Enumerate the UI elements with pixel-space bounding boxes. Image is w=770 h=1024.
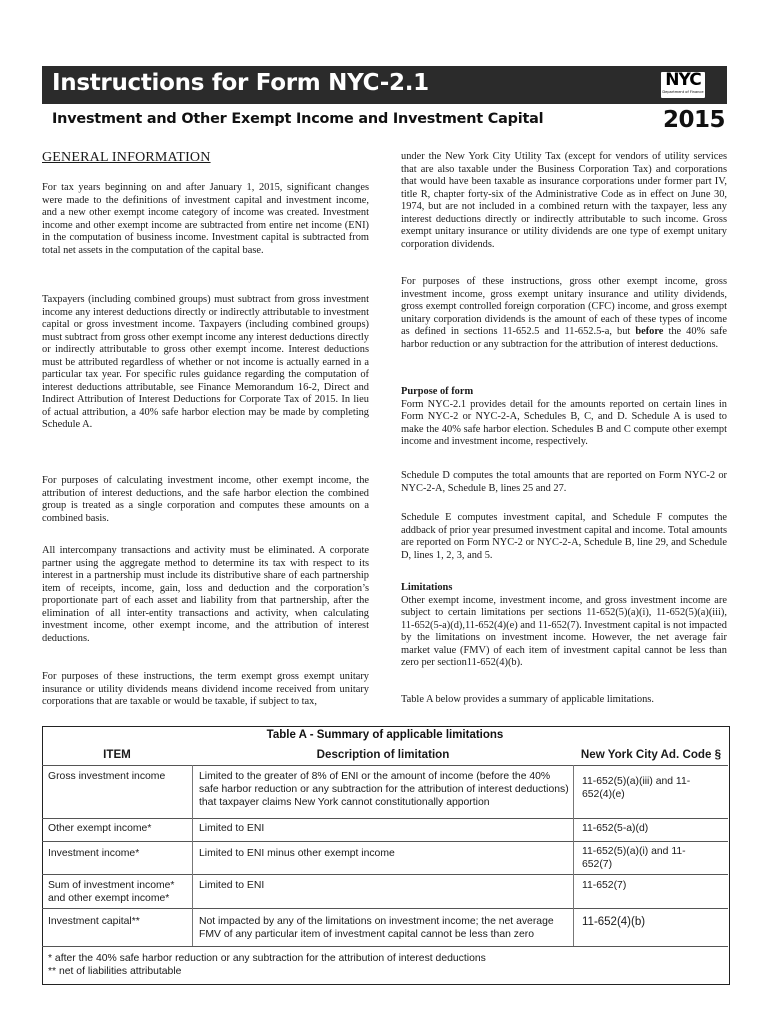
table-footnote: ** net of liabilities attributable — [48, 966, 182, 977]
paragraph: Other exempt income, investment income, and gross investment income are subject to certain limitations per sections 11-652(5)(a)(i), 11-652(5)(a)(iii), 11-652(5-a)(d),11-652(4)(e) and 11-652(7). Investment capital is not impacted by the limitations on investment income. However, the net average fair market value (FMV) of each item of investment capital cannot be less than zero per section11-652(4)(b). — [401, 594, 727, 668]
paragraph — [401, 276, 727, 351]
right-column — [401, 694, 727, 707]
table-rule — [42, 818, 728, 819]
table-cell-code: 11-652(4)(b) — [582, 916, 646, 928]
subheading-limitations: Limitations — [401, 582, 453, 593]
table-footnote: * after the 40% safe harbor reduction or any subtraction for the attribution of interest deductions — [48, 953, 486, 964]
right-column — [401, 582, 727, 670]
nyc-finance-logo — [661, 72, 705, 98]
logo-text: NYC — [665, 70, 701, 90]
subheading-purpose-of-form: Purpose of form — [401, 386, 474, 397]
tax-year: 2015 — [663, 107, 726, 133]
table-cell-code: 11-652(5-a)(d) — [582, 823, 649, 834]
right-column — [401, 276, 727, 351]
table-rule — [42, 908, 728, 909]
table-cell-code: 11-652(5)(a)(iii) and 11-652(4)(e) — [582, 776, 691, 800]
table-rule — [42, 874, 728, 875]
right-column — [401, 386, 727, 449]
right-column — [401, 512, 727, 562]
paragraph: Form NYC-2.1 provides detail for the amounts reported on certain lines in Form NYC-2 or NYC-2-A, Schedules B, C, and D. Schedule A is used to make the 40% safe harbor election. Schedules B and C compute other exempt income and investment income, respectively. — [401, 398, 727, 447]
table-rule — [42, 841, 728, 842]
table-caption: Table A - Summary of applicable limitations — [266, 729, 504, 741]
left-column — [42, 671, 369, 709]
emphasis-before: before — [635, 326, 664, 337]
section-heading-general-information: GENERAL INFORMATION — [42, 150, 211, 165]
paragraph: under the New York City Utility Tax (except for vendors of utility services that are also taxable under the Business Corporation Tax) and corporations that would have been taxable as insurance corporations under former part IV, title R, chapter forty-six of the Administrative Code as in effect on June 30, 1974, but are not included in a combined return with the taxpayer, less any interest deductions directly or indirectly attributable to such income. Gross exempt unitary insurance or utility dividends are one type of exempt unitary corporation dividends. — [401, 151, 727, 250]
table-cell-code: 11-652(5)(a)(i) and 11-652(7) — [582, 846, 686, 870]
table-cell-item: Investment capital** — [48, 916, 140, 927]
table-rule — [42, 765, 728, 766]
paragraph: Table A below provides a summary of applicable limitations. — [401, 694, 654, 705]
table-cell-item: Sum of investment income* and other exempt income* — [48, 880, 175, 904]
table-cell-description: Not impacted by any of the limitations on investment income; the net average FMV of any particular item of investment capital cannot be less than zero — [199, 916, 554, 940]
table-cell-code: 11-652(7) — [582, 880, 627, 891]
left-column — [42, 182, 369, 257]
document-subtitle: Investment and Other Exempt Income and Investment Capital — [52, 111, 544, 127]
table-rule — [42, 946, 728, 947]
table-cell-description: Limited to the greater of 8% of ENI or the amount of income (before the 40% safe harbor reduction or any subtraction for the attribution of interest deductions) that taxpayer claims New York cannot constitutionally apportion — [199, 771, 569, 808]
column-header-code: New York City Ad. Code § — [580, 748, 722, 761]
table-cell-item: Investment income* — [48, 848, 140, 859]
table-cell-description: Limited to ENI — [199, 880, 265, 891]
paragraph: All intercompany transactions and activity must be eliminated. A corporate partner using the aggregate method to determine its tax with respect to its interest in a partnership must include its distributive share of each partnership item of receipts, income, gain, loss and deduction and the corporation’s proportionate part of each asset and liability from that partnership, after the elimination of all inter-entity transactions and activity, when calculating investment income, other exempt income, and the attribution of interest deductions. — [42, 545, 369, 644]
paragraph: For tax years beginning on and after January 1, 2015, significant changes were made to the definitions of investment capital and investment income, and a new other exempt income category of income was created. Investment income and other exempt income are subtracted from entire net income (ENI) in the computation of business income. Investment capital is subtracted from total net assets in the computation of the capital base. — [42, 182, 369, 256]
text-run: For purposes of these instructions, gross other exempt income, gross investment income, gross exempt unitary insurance and utility dividends, gross exempt controlled foreign corporation (CFC) income, and gross exempt unitary corporation dividends is the amount of each of these types of income as defined in sections 11-652.5 and 11-652.5-a, but — [401, 276, 727, 337]
table-divider — [573, 765, 574, 946]
paragraph: For purposes of these instructions, the term exempt gross exempt unitary insurance or utility dividends means dividend income received from unitary corporations that are taxable or would be taxable, if subject to tax, — [42, 671, 369, 707]
column-header-description: Description of limitation — [316, 748, 450, 761]
table-cell-item: Other exempt income* — [48, 823, 152, 834]
paragraph: Schedule D computes the total amounts that are reported on Form NYC-2 or NYC-2-A, Schedule B, lines 25 and 27. — [401, 470, 727, 494]
paragraph: Schedule E computes investment capital, and Schedule F computes the addback of prior year presumed investment capital and income. Total amounts are reported on Form NYC-2 or NYC-2-A, Schedule B, line 29, and Schedule D, lines 1, 2, 3, and 5. — [401, 512, 727, 561]
table-divider — [192, 765, 193, 946]
left-column — [42, 545, 369, 645]
table-cell-item: Gross investment income — [48, 771, 166, 782]
document-title: Instructions for Form NYC-2.1 — [52, 70, 429, 96]
table-cell-description: Limited to ENI — [199, 823, 265, 834]
right-column — [401, 470, 727, 495]
left-column — [42, 294, 369, 432]
paragraph: For purposes of calculating investment income, other exempt income, the attribution of interest deductions, and the safe harbor election the combined group is treated as a single corporation and computes these amounts on a combined basis. — [42, 475, 369, 524]
paragraph: Taxpayers (including combined groups) must subtract from gross investment income any interest deductions directly or indirectly attributable to investment capital or gross investment income. Taxpayers (including combined groups) must subtract from gross other exempt income any interest deductions directly or indirectly attributable to gross other exempt income. Interest deductions must be attributed regardless of whether or not income is actually earned in a particular tax year. For specific rules guidance regarding the computation of interest deductions attributable, see Finance Memorandum 16-2, Direct and Indirect Attribution of Interest Deductions for Corporate Tax of 2015. In lieu of actual attribution, a 40% safe harbor election may be made by completing Schedule A. — [42, 294, 369, 430]
left-column — [42, 475, 369, 525]
right-column — [401, 151, 727, 251]
logo-subtext: Department of Finance — [662, 90, 704, 94]
text-run: the 40% safe harbor reduction or any subtraction for the attribution of interest deductions. — [401, 326, 727, 350]
column-header-item: ITEM — [103, 748, 131, 761]
table-cell-description: Limited to ENI minus other exempt income — [199, 848, 395, 859]
